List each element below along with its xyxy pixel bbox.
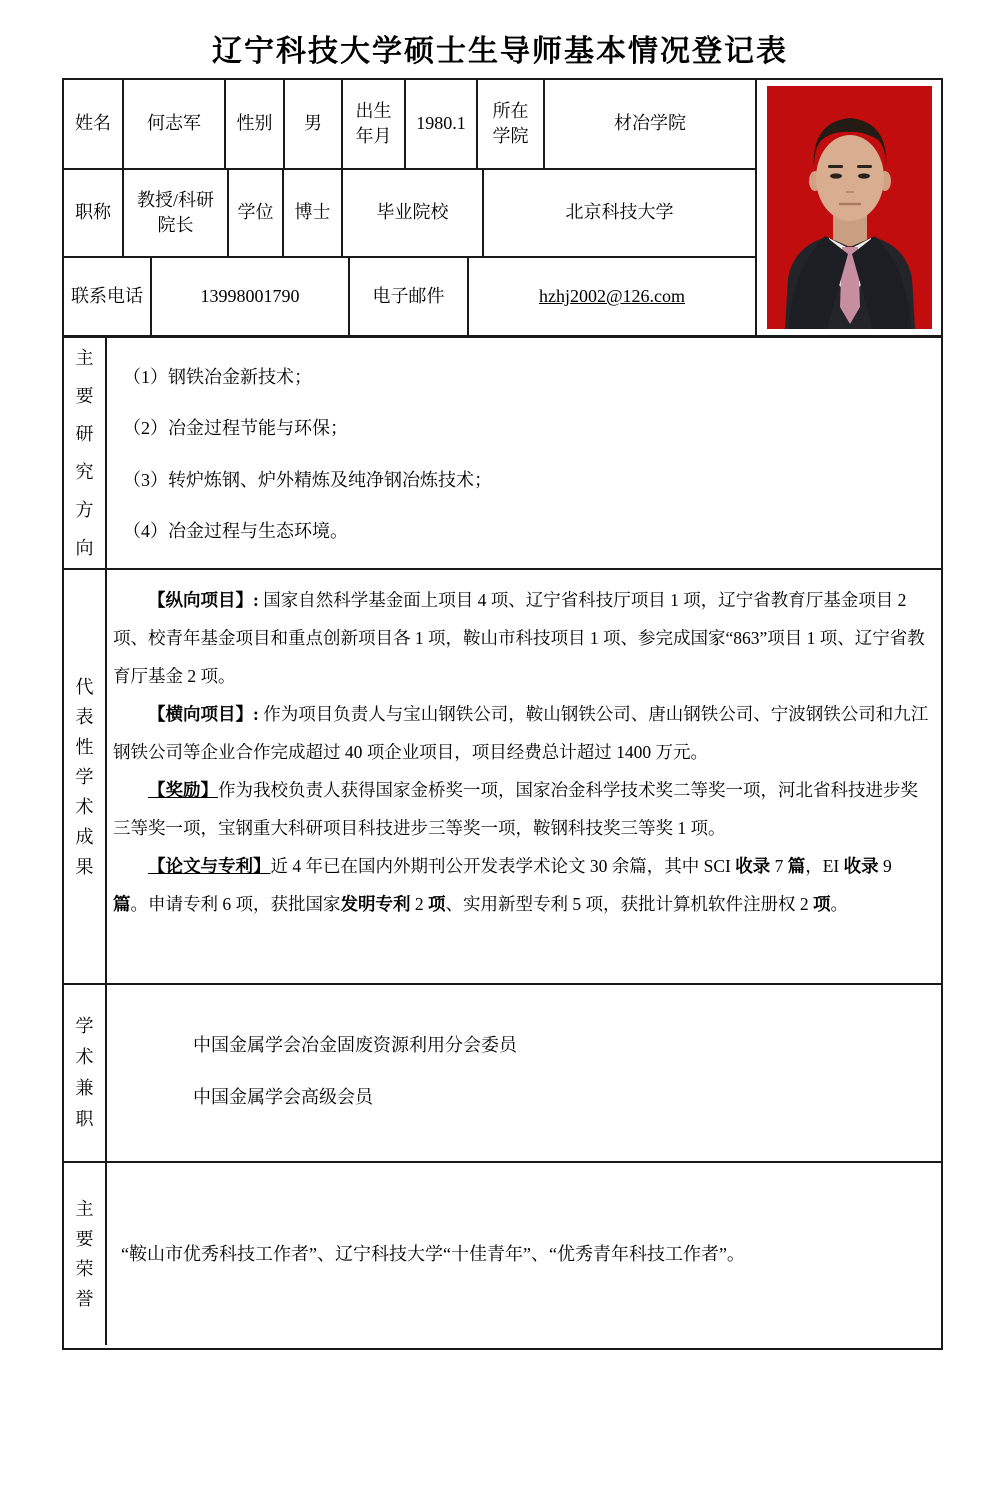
achievement-paragraph xyxy=(113,771,931,847)
achievement-text-segment: 作为我校负责人获得国家金桥奖一项，国家冶金科学技术奖二等奖一项，河北省科技进步奖三等奖一项，宝钢重大科研项目科技进步三等奖一项，鞍钢科技奖三等奖 1 项。 xyxy=(113,780,918,838)
eye-right xyxy=(858,173,870,178)
achievement-text-segment: 。 xyxy=(830,894,848,914)
school-value: 北京科技大学 xyxy=(565,202,674,223)
achievement-text-segment: 、实用新型专利 5 项，获批计算机软件注册权 2 xyxy=(445,894,813,914)
gender-label: 性别 xyxy=(226,80,285,168)
academic-positions-list xyxy=(107,985,941,1109)
school-label: 毕业院校 xyxy=(343,170,484,256)
achievement-text-segment: 收录 xyxy=(843,856,879,876)
achievement-text-segment: 国家自然科学基金面上项目 4 项、辽宁省科技厅项目 1 项，辽宁省教育厅基金项目 2 项、校青年基金项目和重点创新项目各 1 项，鞍山市科技项目 1 项、参完成国家“863”项目 1 项、辽宁省教育厅基金 2 项。 xyxy=(113,590,925,686)
achievement-paragraph xyxy=(113,581,931,695)
name-label: 姓名 xyxy=(64,80,124,168)
achievement-heading: 【论文与专利】 xyxy=(148,856,271,876)
vertical-label-char: 成 xyxy=(75,826,94,847)
email-cell xyxy=(469,258,755,335)
achievement-text-segment: 9 xyxy=(878,856,892,876)
email-label: 电子邮件 xyxy=(350,258,469,335)
degree-label: 学位 xyxy=(229,170,284,256)
achievement-text-segment: 发明专利 xyxy=(340,894,411,914)
degree-value: 博士 xyxy=(284,170,343,256)
achievement-text-segment: 篇 xyxy=(787,856,806,876)
achievement-heading: 【奖励】 xyxy=(148,780,218,800)
vertical-label-char: 要 xyxy=(75,1229,94,1249)
vertical-label-char: 主 xyxy=(75,348,94,368)
vertical-label-char: 方 xyxy=(75,500,94,520)
vertical-label-char: 表 xyxy=(75,706,94,727)
college-value: 材冶学院 xyxy=(614,113,686,134)
research-direction-item: （1）钢铁冶金新技术； xyxy=(123,367,312,388)
vertical-label-char: 果 xyxy=(75,856,94,877)
eyebrow-right xyxy=(857,165,872,168)
registration-form xyxy=(62,78,943,1350)
achievement-text-segment: 作为项目负责人与宝山钢铁公司，鞍山钢铁公司、唐山钢铁公司、宁波钢铁公司和九江钢铁公司等企业合作完成超过 40 项企业项目，项目经费总计超过 1400 万元。 xyxy=(113,704,929,762)
achievement-text-segment: ，EI xyxy=(805,856,844,876)
vertical-label-char: 代 xyxy=(75,676,94,697)
vertical-label-char: 研 xyxy=(75,424,94,444)
vertical-label-char: 性 xyxy=(75,736,94,757)
vertical-label-char: 荣 xyxy=(75,1259,94,1279)
basic-info-section xyxy=(64,80,941,338)
basic-info-grid xyxy=(64,80,755,335)
main-honors-section xyxy=(64,1163,941,1345)
gender-value: 男 xyxy=(285,80,343,168)
achievement-text-segment: 项 xyxy=(428,894,446,914)
birth-value: 1980.1 xyxy=(406,80,478,168)
achievement-text-segment: 7 xyxy=(770,856,788,876)
research-directions-content xyxy=(107,338,941,568)
vertical-label-char: 向 xyxy=(75,538,94,558)
achievement-heading: 【横向项目】: xyxy=(148,704,259,724)
vertical-label-char: 术 xyxy=(75,796,94,817)
achievement-text-segment: 近 4 年已在国内外期刊公开发表学术论文 30 余篇，其中 SCI xyxy=(270,856,736,876)
vertical-label-char: 职 xyxy=(75,1109,94,1129)
college-label: 所在学院 xyxy=(478,80,545,168)
page-title: 辽宁科技大学硕士生导师基本情况登记表 xyxy=(212,35,788,68)
info-row-2 xyxy=(64,170,755,258)
info-row-3 xyxy=(64,258,755,335)
phone-label: 联系电话 xyxy=(64,258,152,335)
vertical-label-char: 术 xyxy=(75,1047,94,1067)
academic-position-item: 中国金属学会高级会员 xyxy=(193,1087,373,1107)
name-value: 何志军 xyxy=(124,80,226,168)
main-honors-text: “鞍山市优秀科技工作者”、辽宁科技大学“十佳青年”、“优秀青年科技工作者”。 xyxy=(121,1243,745,1264)
research-direction-item: （4）冶金过程与生态环境。 xyxy=(123,520,348,541)
academic-achievements-label xyxy=(64,570,107,983)
achievement-text-segment: 。申请专利 6 项，获批国家 xyxy=(130,894,341,914)
academic-achievements-section xyxy=(64,570,941,985)
face xyxy=(816,135,884,221)
academic-positions-content xyxy=(107,985,941,1161)
birth-label: 出生年月 xyxy=(343,80,406,168)
photo-cell xyxy=(755,80,941,335)
eye-left xyxy=(830,173,842,178)
achievement-text-segment: 2 xyxy=(410,894,428,914)
academic-positions-section xyxy=(64,985,941,1163)
id-photo xyxy=(767,86,932,329)
vertical-label-char: 学 xyxy=(75,766,94,787)
research-directions-section xyxy=(64,338,941,570)
research-directions-label xyxy=(64,338,107,568)
achievement-text-segment: 收录 xyxy=(735,856,771,876)
eyebrow-left xyxy=(828,165,843,168)
email-value[interactable]: hzhj2002@126.com xyxy=(538,285,686,306)
info-row-1 xyxy=(64,80,755,170)
research-direction-item: （3）转炉炼钢、炉外精炼及纯净钢冶炼技术； xyxy=(123,469,492,490)
vertical-label-char: 学 xyxy=(75,1016,94,1036)
main-honors-label xyxy=(64,1163,107,1345)
academic-positions-label xyxy=(64,985,107,1161)
job-title-label: 职称 xyxy=(64,170,124,256)
vertical-label-char: 究 xyxy=(75,462,94,482)
achievement-text-segment: 项 xyxy=(813,894,831,914)
research-direction-item: （2）冶金过程节能与环保； xyxy=(123,418,348,439)
academic-achievements-content xyxy=(107,570,941,983)
achievement-paragraph xyxy=(113,695,931,771)
academic-position-item: 中国金属学会冶金固废资源利用分会委员 xyxy=(193,1035,517,1055)
vertical-label-char: 要 xyxy=(75,386,94,406)
achievement-text-segment: 篇 xyxy=(113,894,131,914)
main-honors-content xyxy=(107,1163,941,1345)
vertical-label-char: 誉 xyxy=(75,1289,94,1309)
job-title-value: 教授/科研院长 xyxy=(124,170,229,256)
vertical-label-char: 兼 xyxy=(75,1078,94,1098)
phone-value: 13998001790 xyxy=(152,258,350,335)
achievement-paragraph xyxy=(113,847,931,923)
research-directions-list xyxy=(107,338,941,568)
vertical-label-char: 主 xyxy=(75,1199,94,1219)
achievement-heading: 【纵向项目】: xyxy=(148,590,259,610)
